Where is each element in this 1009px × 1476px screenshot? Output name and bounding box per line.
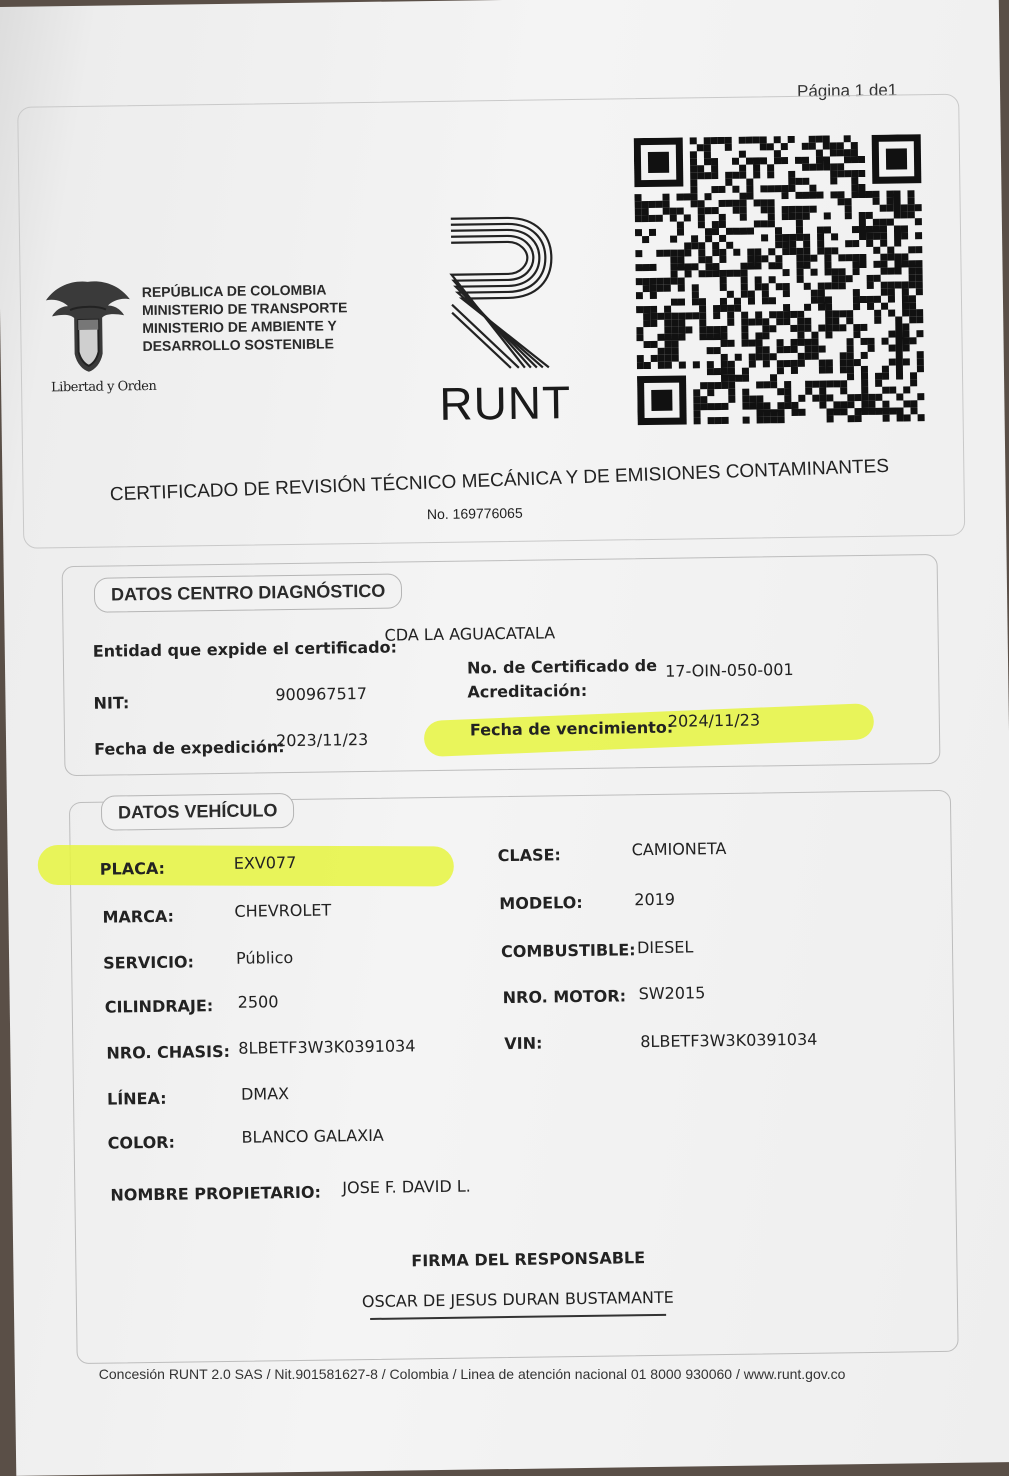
- color-value: BLANCO GALAXIA: [241, 1125, 384, 1147]
- brand-value: CHEVROLET: [234, 900, 332, 921]
- brand-label: MARCA:: [102, 906, 175, 927]
- signature-title: FIRMA DEL RESPONSABLE: [411, 1248, 646, 1271]
- issuer-block: [142, 280, 348, 355]
- accreditation-label: No. de Certificado de: [466, 655, 658, 678]
- class-value: CAMIONETA: [631, 838, 727, 860]
- accreditation-value: 17-OIN-050-001: [665, 659, 794, 681]
- runt-logo-icon: [447, 211, 559, 373]
- fuel-label: COMBUSTIBLE:: [500, 940, 636, 962]
- runt-wordmark: RUNT: [439, 376, 572, 430]
- displacement-value: 2500: [237, 992, 279, 1012]
- nit-value: 900967517: [275, 683, 368, 705]
- issuer-line: REPÚBLICA DE COLOMBIA: [141, 281, 327, 301]
- service-value: Público: [235, 948, 294, 968]
- vehicle-section-title: DATOS VEHÍCULO: [101, 793, 295, 831]
- class-label: CLASE:: [497, 845, 561, 866]
- expiry-date-label: Fecha de vencimiento:: [469, 717, 674, 740]
- nit-label: NIT:: [93, 693, 130, 713]
- issuer-line: MINISTERIO DE AMBIENTE Y: [142, 317, 337, 337]
- line-value: DMAX: [240, 1084, 290, 1104]
- chassis-label: NRO. CHASIS:: [106, 1041, 231, 1063]
- issuer-line: DESARROLLO SOSTENIBLE: [142, 335, 334, 355]
- page-number: Página 1 de1: [796, 80, 898, 101]
- service-label: SERVICIO:: [103, 952, 195, 973]
- crest-motto: Libertad y Orden: [51, 378, 157, 396]
- entity-value: CDA LA AGUACATALA: [384, 623, 556, 645]
- owner-label: NOMBRE PROPIETARIO:: [110, 1182, 322, 1205]
- issue-date-label: Fecha de expedición:: [94, 737, 285, 759]
- vin-label: VIN:: [504, 1033, 543, 1054]
- displacement-label: CILINDRAJE:: [104, 996, 214, 1017]
- engine-number-label: NRO. MOTOR:: [502, 986, 627, 1008]
- chassis-value: 8LBETF3W3K0391034: [238, 1036, 416, 1058]
- line-label: LÍNEA:: [106, 1088, 167, 1109]
- vin-value: 8LBETF3W3K0391034: [640, 1029, 818, 1052]
- owner-value: JOSE F. DAVID L.: [342, 1176, 471, 1198]
- certificate-number: No. 169776065: [426, 504, 523, 523]
- coat-of-arms-icon: [42, 275, 135, 376]
- plate-value: EXV077: [233, 852, 297, 873]
- plate-label: PLACA:: [99, 858, 166, 879]
- signature-name: OSCAR DE JESUS DURAN BUSTAMANTE: [361, 1287, 674, 1312]
- qr-code-icon: [634, 134, 930, 438]
- center-section-title: DATOS CENTRO DIAGNÓSTICO: [94, 573, 403, 612]
- issuer-line: MINISTERIO DE TRANSPORTE: [141, 299, 348, 319]
- accreditation-label-cont: Acreditación:: [467, 680, 588, 702]
- model-label: MODELO:: [499, 892, 583, 914]
- entity-label: Entidad que expide el certificado:: [92, 637, 398, 661]
- issue-date-value: 2023/11/23: [275, 729, 369, 751]
- model-value: 2019: [634, 889, 676, 910]
- footer-text: Concesión RUNT 2.0 SAS / Nit.901581627-8 / Colombia / Linea de atención nacional 01 8000 930060 / www.runt.gov.co: [98, 1365, 846, 1382]
- expiry-date-value: 2024/11/23: [667, 710, 761, 731]
- color-label: COLOR:: [107, 1132, 176, 1153]
- certificate-title: CERTIFICADO DE REVISIÓN TÉCNICO MECÁNICA Y DE EMISIONES CONTAMINANTES: [109, 455, 890, 506]
- engine-number-value: SW2015: [638, 983, 706, 1004]
- fuel-value: DIESEL: [636, 937, 694, 958]
